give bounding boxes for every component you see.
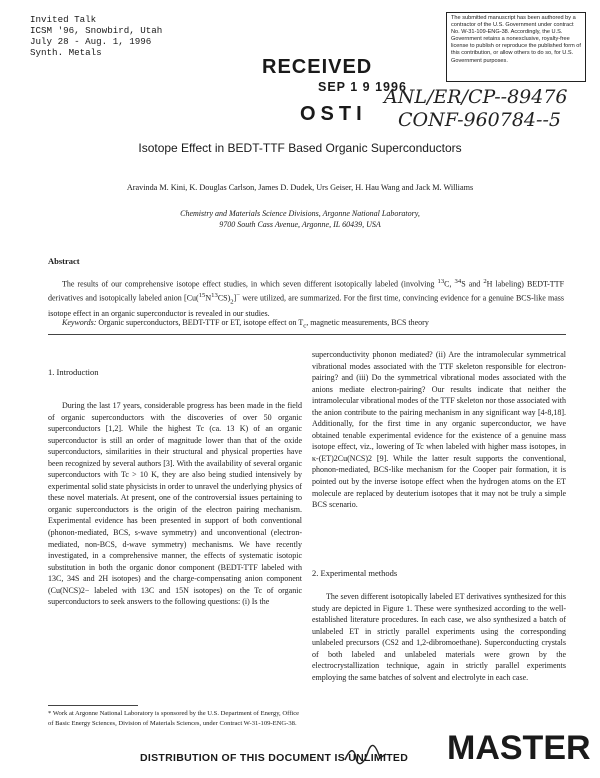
column-2-paragraph: superconductivity phonon mediated? (ii) Are the intramolecular symmetrical vibrational modes associated with the TTF skeleton responsible for electron-pairing? and (iii) Do the symmetrical vibrational modes associated with the anions mediate electron-pairing? Our results indicate that neither the intramolecular vibrational modes of the TTF skeleton nor those associated with the anion contribute to the pairing mechanism in any significant way [4-8,18]. Additionally, for the first time in any organic superconductor, we have obtained tenable experimental evidence for the existence of a genuine mass isotope effect, viz., lowering of Tc when labeled with higher mass isotopes, in κ-(ET)2Cu(NCS)2 [9]. While the latter result supports the conventional, phonon-mediated, BCS-like mechanism for the Cooper pair formation, it is pointed out by the inverse isotope effect when the hydrogen atoms on the ET molecule are replaced by deuterium isotopes that it may not be truly a simple BCS scenario. <box>312 350 567 510</box>
abstract-run: ] <box>233 293 237 303</box>
section-2-heading: 2. Experimental methods <box>312 568 398 578</box>
conference-line: Invited Talk <box>30 14 97 25</box>
distribution-stamp: DISTRIBUTION OF THIS DOCUMENT IS UNLIMITED <box>140 752 409 764</box>
superscript: 2 <box>483 278 487 285</box>
keywords-label: Keywords: <box>62 318 97 327</box>
abstract-heading: Abstract <box>48 256 80 266</box>
section-1-heading: 1. Introduction <box>48 367 99 377</box>
conference-note <box>30 14 162 58</box>
abstract-text <box>48 276 564 320</box>
superscript: 13 <box>211 292 218 300</box>
footnote-divider <box>48 705 138 706</box>
abstract-divider <box>48 334 566 335</box>
handwritten-report-number: ANL/ER/CP--89476 <box>384 86 568 108</box>
section-1-paragraph: During the last 17 years, considerable progress has been made in the field of organic superconductors with the discoveries of over 50 organic superconductors [1,2]. While the highest Tc (ca. 13 K) of an organic superconductor is still an order of magnitude lower than that of the oxide superconductors, similarities in their structural and physical properties have been recognized by several authors [3]. With the availability of several organic superconductors with Tc > 10 K, they are also being studied intensively by experimental solid state physicists in order to unravel the underlying physics of these novel materials. At present, one of the controversial issues pertaining to organic superconductors is the origin of the electron pairing mechanism. Experimental evidence has been presented in support of both conventional (phonon-mediated, BCS, s-wave symmetry) and unconventional (electron-mediated, non-BCS, d-wave symmetry) mechanisms. We have recently investigated, in a comprehensive manner, the effects of systematic isotopic substitution in both the organic donor component (BEDT-TTF labeled with 13C, 34S and 2H isotopes) and the charge-compensating anion component (Cu(NCS)2− labeled with 13C and 15N isotopes) on the Tc of organic superconductors to seek answers to the following questions: (i) Is the <box>48 401 302 607</box>
superscript: 34 <box>454 278 462 285</box>
government-notice-box <box>446 12 586 82</box>
abstract-run: C, <box>444 279 455 289</box>
government-notice-text: The submitted manuscript has been authored by a contractor of the U.S. Government under contract No. W-31-109-ENG-38. Accordingly, the U.S. Government retains a nonexclusive, royalty-free license to publish or reproduce the published form of this contribution, or allow others to do so, for U.S. Government purposes. <box>451 15 581 64</box>
handwritten-conf-number: CONF-960784--5 <box>398 109 561 131</box>
conference-line: July 28 - Aug. 1, 1996 <box>30 36 152 47</box>
keywords-text: , magnetic measurements, BCS theory <box>306 318 429 327</box>
received-stamp: RECEIVED <box>262 56 373 78</box>
conference-line: Synth. Metals <box>30 47 102 58</box>
paper-affiliation <box>0 208 600 230</box>
abstract-run: were utilized, are summarized. For the first time, convincing evidence for a genuine BCS-like mass isotope effect in an organic superconductor is revealed in our studies. <box>48 293 564 319</box>
superscript: 15 <box>198 292 206 300</box>
affiliation-line-1: Chemistry and Materials Science Divisions, Argonne National Laboratory, <box>180 209 420 218</box>
superscript: 13 <box>437 278 445 285</box>
master-stamp: MASTER <box>447 729 591 767</box>
keywords-text: Organic superconductors, BEDT-TTF or ET, isotope effect on T <box>96 318 304 327</box>
abstract-run: CS) <box>217 293 231 303</box>
abstract-run: H labeling) BEDT-TTF derivatives and isotopically labeled anion [Cu( <box>48 279 565 303</box>
abstract-run: N <box>205 293 212 303</box>
section-2-paragraph: The seven different isotopically labeled ET derivatives synthesized for this study are depicted in Figure 1. These were synthesized according to the well-established literature procedures. In each case, we also synthesized a batch of unlabeled ET in strictly parallel experiments using the corresponding unlabeled precursors (CS2 and 1,2-dibromoethane). Superconducting crystals of both labeled and unlabeled materials were grown by the electrocrystallization technique, again in strictly parallel experiments employing the same batches of solvent and electrolyte in each case. <box>312 592 566 682</box>
osti-stamp: OSTI <box>300 103 367 125</box>
footnote: * Work at Argonne National Laboratory is sponsored by the U.S. Department of Energy, Office of Basic Energy Sciences, Division of Materials Sciences, under Contract W-31-109-ENG-38. <box>48 710 300 727</box>
initials-signature <box>342 744 388 766</box>
paper-authors: Aravinda M. Kini, K. Douglas Carlson, James D. Dudek, Urs Geiser, H. Hau Wang and Jack M. Williams <box>126 183 474 192</box>
affiliation-line-2: 9700 South Cass Avenue, Argonne, IL 60439, USA <box>219 220 381 229</box>
abstract-run: S and <box>461 279 484 289</box>
paper-title: Isotope Effect in BEDT-TTF Based Organic Superconductors <box>138 141 462 155</box>
received-date-stamp: SEP 1 9 1996 <box>318 80 407 94</box>
conference-line: ICSM '96, Snowbird, Utah <box>30 25 163 36</box>
subscript: c <box>303 322 307 330</box>
keywords <box>62 318 562 330</box>
subscript: 2 <box>230 298 234 306</box>
superscript: − <box>236 292 241 300</box>
abstract-run: The results of our comprehensive isotope effect studies, in which seven different isotopically labeled (involving <box>62 279 438 289</box>
